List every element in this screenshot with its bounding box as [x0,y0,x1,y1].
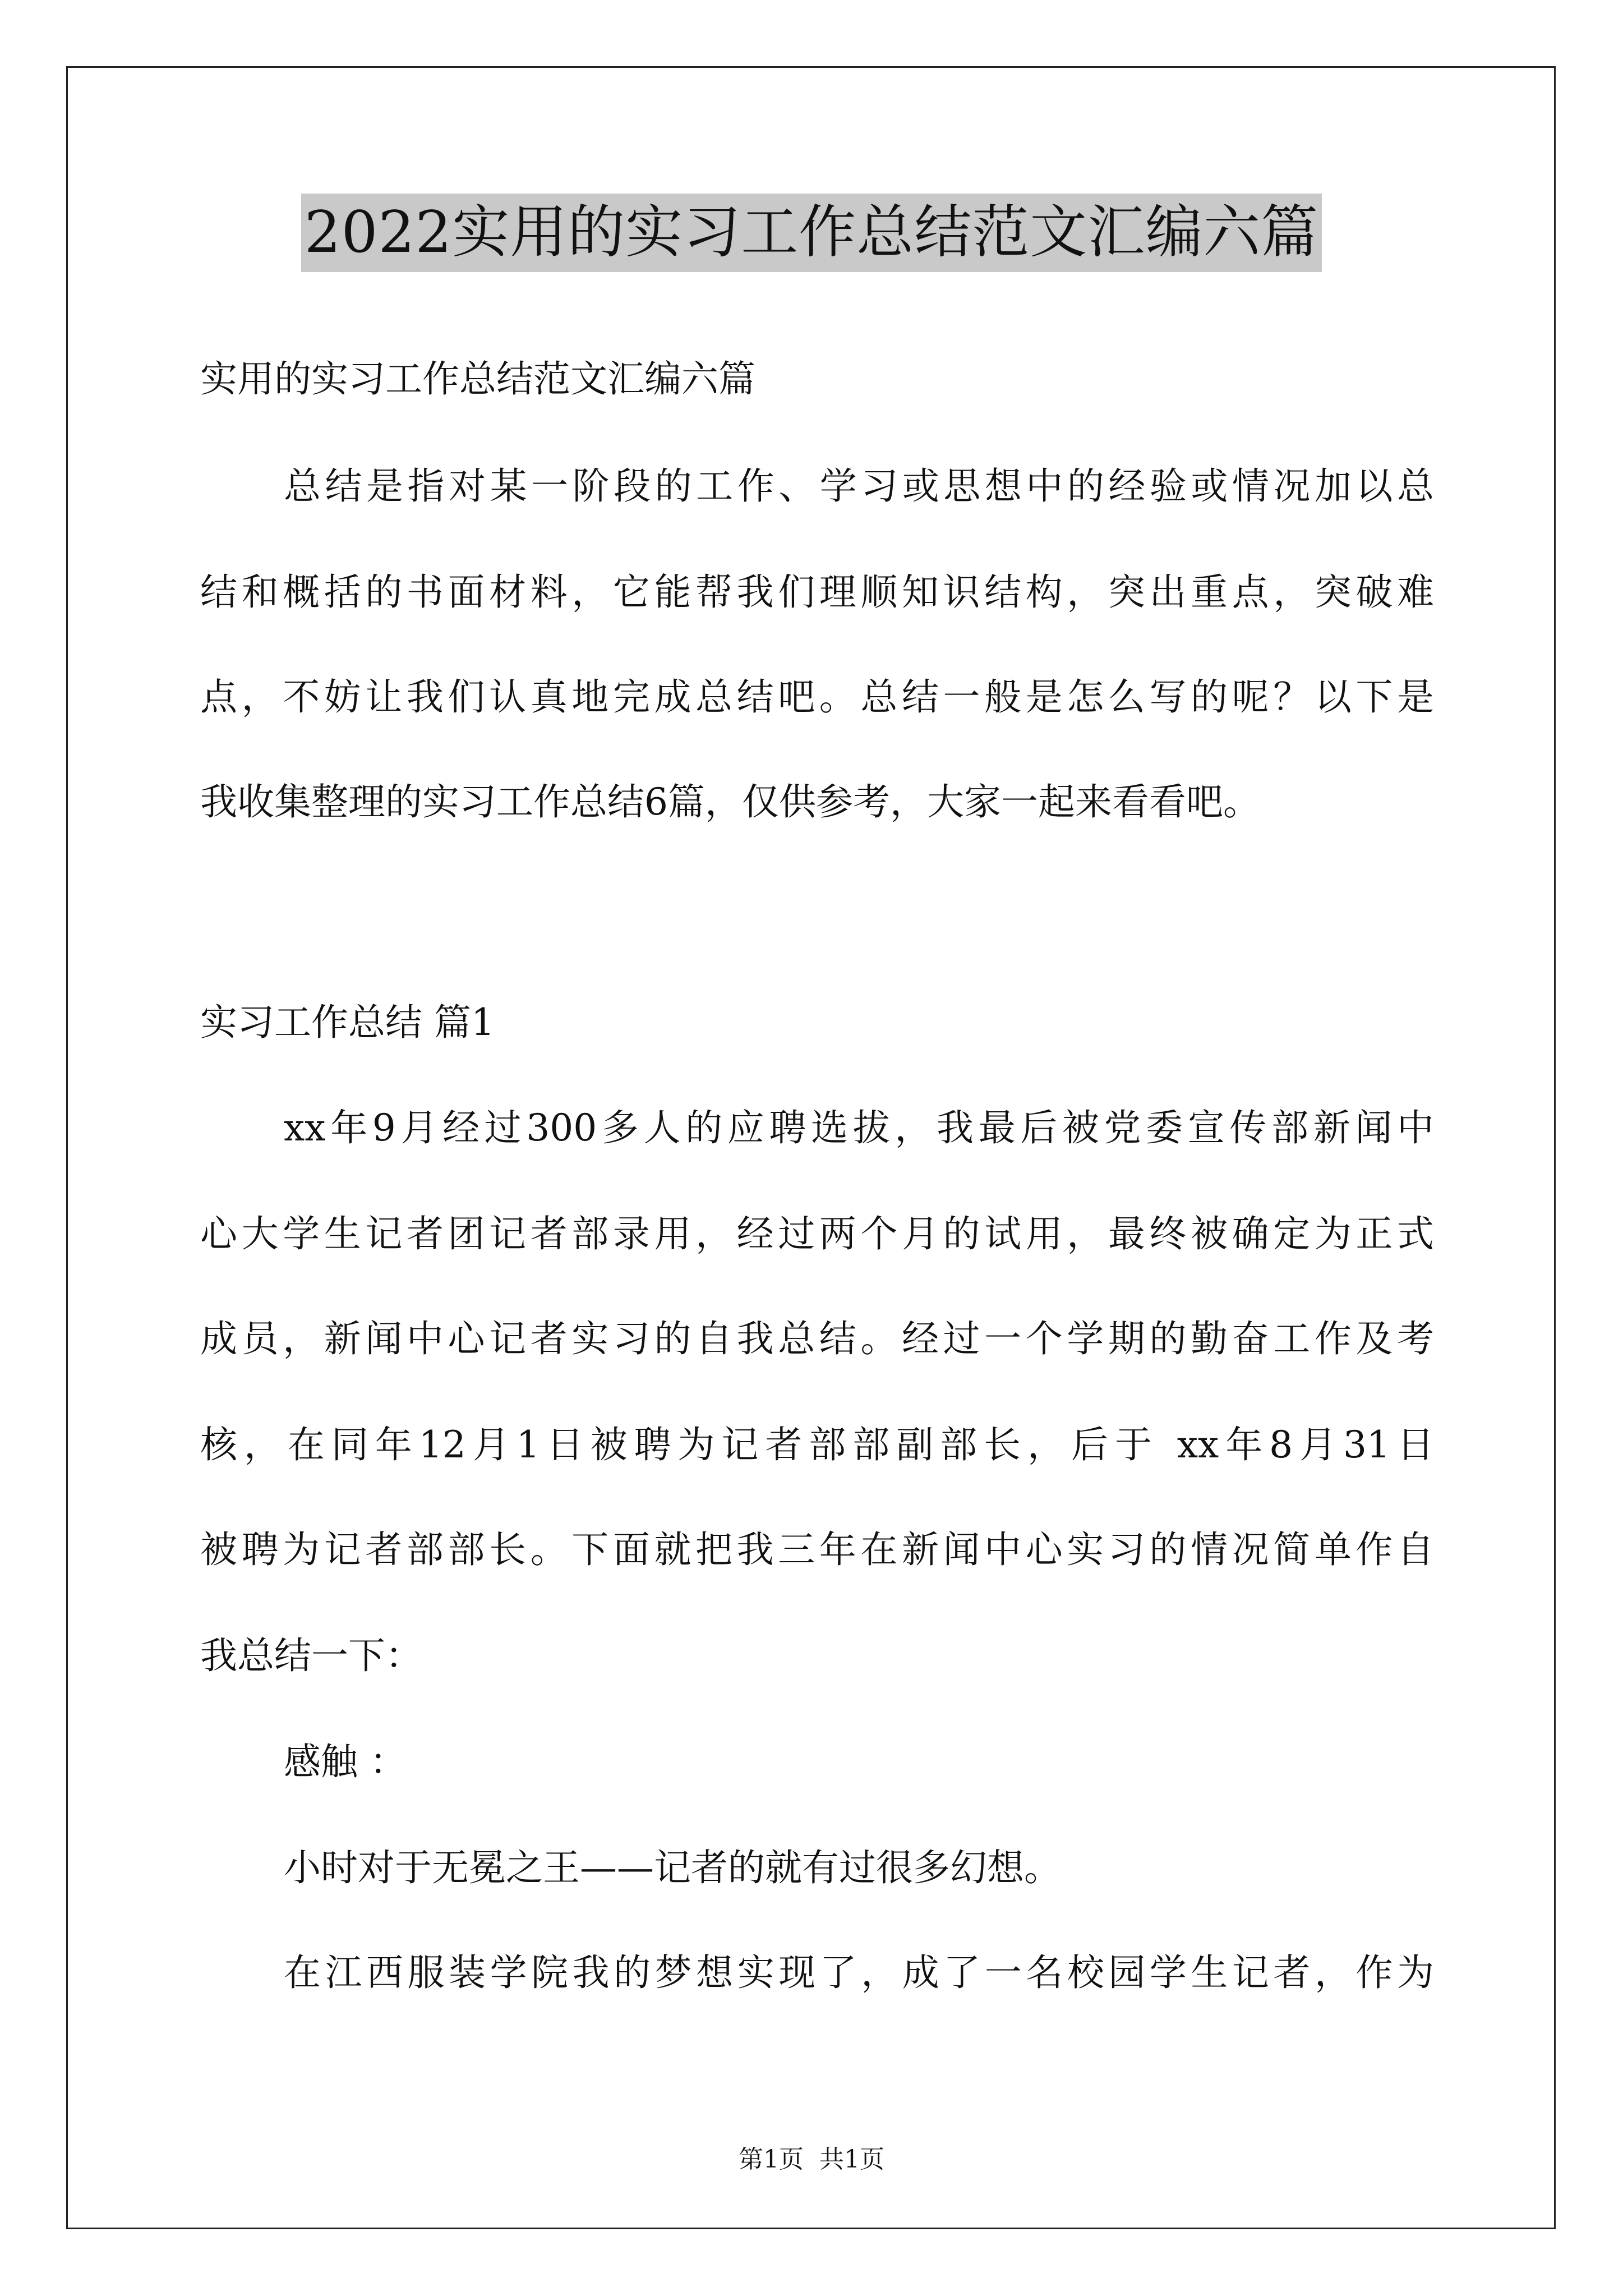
paragraph-line: 核，在同年12月1日被聘为记者部部副部长，后于 xx年8月31日 [200,1423,1434,1466]
paragraph-line: 总结是指对某一阶段的工作、学习或思想中的经验或情况加以总 [284,464,1434,508]
paragraph-line: 结和概括的书面材料，它能帮我们理顺知识结构，突出重点，突破难 [200,570,1434,614]
paragraph-line: 我总结一下： [200,1634,422,1677]
paragraph-line: 小时对于无冕之王——记者的就有过很多幻想。 [284,1846,1061,1889]
paragraph-line: 感触 ： [284,1740,407,1783]
paragraph-line: 我收集整理的实习工作总结6篇，仅供参考，大家一起来看看吧。 [200,780,1260,823]
paragraph-line: 点，不妨让我们认真地完成总结吧。总结一般是怎么写的呢？以下是 [200,675,1434,719]
page-footer [0,2143,1623,2177]
page-total: 共1页 [819,2145,884,2174]
paragraph-line: xx年9月经过300多人的应聘选拔，我最后被党委宣传部新闻中 [284,1106,1434,1149]
paragraph-line: 被聘为记者部部长。下面就把我三年在新闻中心实习的情况简单作自 [200,1528,1434,1571]
paragraph-line: 在江西服装学院我的梦想实现了，成了一名校园学生记者，作为 [284,1951,1434,1994]
paragraph-line: 成员，新闻中心记者实习的自我总结。经过一个学期的勤奋工作及考 [200,1317,1434,1360]
section-heading: 实习工作总结 篇1 [200,1001,495,1044]
document-title: 2022实用的实习工作总结范文汇编六篇 [301,194,1322,272]
page-number: 第1页 [739,2145,804,2174]
paragraph-line: 心大学生记者团记者部录用，经过两个月的试用，最终被确定为正式 [200,1212,1434,1255]
subtitle-line: 实用的实习工作总结范文汇编六篇 [200,357,755,401]
title-container [0,194,1623,272]
